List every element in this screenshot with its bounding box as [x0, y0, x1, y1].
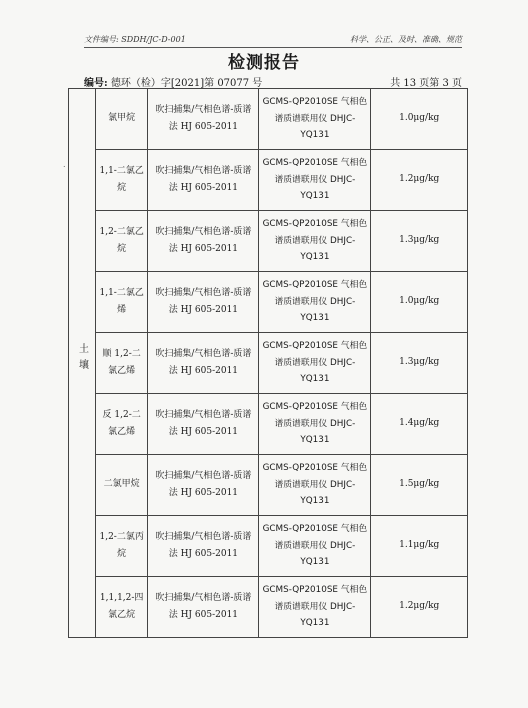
instrument: GCMS-QP2010SE 气相色谱质谱联用仪 DHJC-YQ131: [259, 394, 371, 455]
page-count: 共 13 页第 3 页: [390, 78, 462, 89]
detection-limit: 1.0μg/kg: [371, 272, 468, 333]
detection-limit: 1.5μg/kg: [371, 455, 468, 516]
test-method: 吹扫捕集/气相色谱-质谱法 HJ 605-2011: [148, 272, 259, 333]
table-row: [69, 394, 468, 455]
test-method: 吹扫捕集/气相色谱-质谱法 HJ 605-2011: [148, 150, 259, 211]
detection-limit: 1.2μg/kg: [371, 577, 468, 638]
detection-limit: 1.2μg/kg: [371, 150, 468, 211]
table-row: [69, 272, 468, 333]
instrument: GCMS-QP2010SE 气相色谱质谱联用仪 DHJC-YQ131: [259, 89, 371, 150]
analyte-name: 1,2-二氯乙烷: [95, 211, 147, 272]
report-meta: [84, 74, 462, 89]
table-row: [69, 577, 468, 638]
report-number-value: 德环（检）字[2021]第 07077 号: [110, 78, 263, 89]
test-method: 吹扫捕集/气相色谱-质谱法 HJ 605-2011: [148, 516, 259, 577]
instrument: GCMS-QP2010SE 气相色谱质谱联用仪 DHJC-YQ131: [259, 211, 371, 272]
report-title: 检测报告: [228, 53, 300, 73]
test-method: 吹扫捕集/气相色谱-质谱法 HJ 605-2011: [148, 577, 259, 638]
table-row: [69, 516, 468, 577]
table-row: [69, 150, 468, 211]
test-method: 吹扫捕集/气相色谱-质谱法 HJ 605-2011: [148, 455, 259, 516]
analyte-name: 顺 1,2-二氯乙烯: [95, 333, 147, 394]
page-header: [84, 34, 462, 48]
analyte-name: 1,1,1,2-四氯乙烷: [95, 577, 147, 638]
sample-category-cell: [69, 89, 96, 638]
analyte-name: 1,2-二氯丙烷: [95, 516, 147, 577]
detection-limit: 1.1μg/kg: [371, 516, 468, 577]
detection-limit: 1.3μg/kg: [371, 333, 468, 394]
instrument: GCMS-QP2010SE 气相色谱质谱联用仪 DHJC-YQ131: [259, 333, 371, 394]
table-row: [69, 211, 468, 272]
test-method: 吹扫捕集/气相色谱-质谱法 HJ 605-2011: [148, 211, 259, 272]
instrument: GCMS-QP2010SE 气相色谱质谱联用仪 DHJC-YQ131: [259, 516, 371, 577]
document-id: 文件编号: SDDH/JC-D-001: [84, 35, 186, 44]
analyte-name: 1,1-二氯乙烷: [95, 150, 147, 211]
analyte-name: 反 1,2-二氯乙烯: [95, 394, 147, 455]
margin-dot: .: [63, 160, 66, 169]
detection-limit: 1.0μg/kg: [371, 89, 468, 150]
analyte-name: 1,1-二氯乙烯: [95, 272, 147, 333]
sample-category: 土壤: [76, 343, 88, 376]
table-row: [69, 89, 468, 150]
detection-table: [68, 88, 468, 638]
analyte-name: 二氯甲烷: [95, 455, 147, 516]
instrument: GCMS-QP2010SE 气相色谱质谱联用仪 DHJC-YQ131: [259, 150, 371, 211]
motto: 科学、公正、及时、准确、规范: [350, 35, 462, 44]
report-number-label: 编号:: [84, 78, 108, 89]
report-number: [84, 74, 262, 89]
test-method: 吹扫捕集/气相色谱-质谱法 HJ 605-2011: [148, 394, 259, 455]
analyte-name: 氯甲烷: [95, 89, 147, 150]
table-row: [69, 333, 468, 394]
test-method: 吹扫捕集/气相色谱-质谱法 HJ 605-2011: [148, 89, 259, 150]
instrument: GCMS-QP2010SE 气相色谱质谱联用仪 DHJC-YQ131: [259, 455, 371, 516]
detection-limit: 1.3μg/kg: [371, 211, 468, 272]
table-row: [69, 455, 468, 516]
instrument: GCMS-QP2010SE 气相色谱质谱联用仪 DHJC-YQ131: [259, 577, 371, 638]
detection-limit: 1.4μg/kg: [371, 394, 468, 455]
instrument: GCMS-QP2010SE 气相色谱质谱联用仪 DHJC-YQ131: [259, 272, 371, 333]
test-method: 吹扫捕集/气相色谱-质谱法 HJ 605-2011: [148, 333, 259, 394]
